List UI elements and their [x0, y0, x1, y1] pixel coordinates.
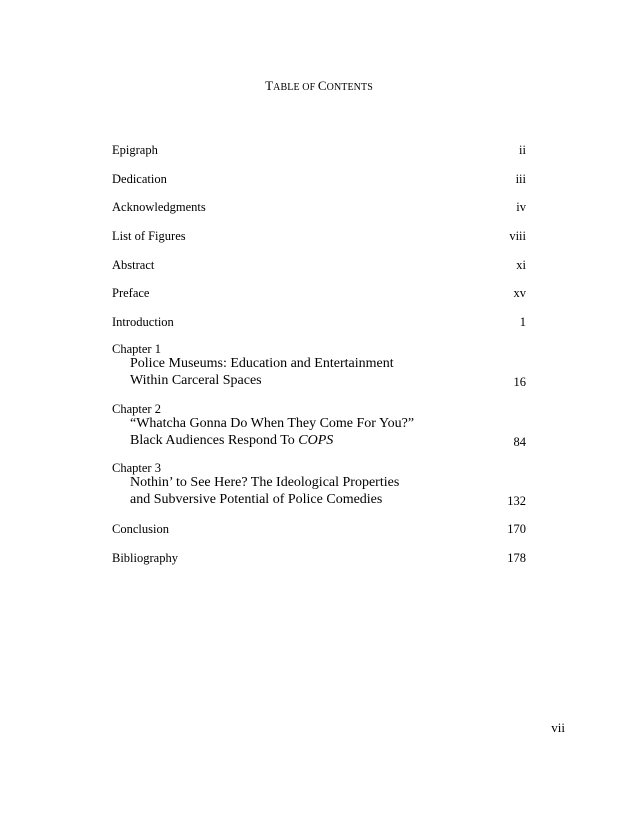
toc-entry-bibliography[interactable]: [112, 550, 526, 566]
toc-entry-conclusion[interactable]: [112, 521, 526, 537]
chapter-1-title-line-2[interactable]: Within Carceral Spaces: [130, 373, 262, 388]
chapter-3-title-line-2[interactable]: and Subversive Potential of Police Comedies: [130, 492, 383, 507]
toc-entry-label: Epigraph: [112, 143, 158, 157]
toc-entry-page: 170: [507, 522, 526, 536]
title-initial-t: T: [265, 78, 274, 93]
toc-entry-label: Introduction: [112, 315, 174, 329]
toc-entry-introduction[interactable]: [112, 314, 526, 330]
toc-entry-dedication[interactable]: [112, 171, 526, 187]
chapter-2-title-line-2[interactable]: [130, 432, 333, 450]
toc-entry-page: iii: [515, 172, 526, 186]
toc-entry-acknowledgments[interactable]: [112, 199, 526, 215]
toc-entry-epigraph[interactable]: [112, 142, 526, 158]
toc-entry-abstract[interactable]: [112, 257, 526, 273]
toc-entry-label: Acknowledgments: [112, 200, 206, 214]
toc-entry-label: List of Figures: [112, 229, 186, 243]
toc-entry-list-of-figures[interactable]: [112, 228, 526, 244]
chapter-2-title-text: Black Audiences Respond To: [130, 433, 299, 448]
chapter-1-page: 16: [513, 375, 526, 389]
toc-entry-page: xv: [513, 286, 526, 300]
chapter-2-title-line-1[interactable]: “Whatcha Gonna Do When They Come For You?”: [130, 416, 415, 431]
title-small-caps-1: ABLE OF: [273, 82, 318, 93]
toc-entry-preface[interactable]: [112, 285, 526, 301]
chapter-2-label: Chapter 2: [112, 402, 161, 416]
toc-entry-page: 1: [519, 315, 526, 329]
title-initial-c: C: [317, 78, 327, 93]
chapter-1-label: Chapter 1: [112, 342, 161, 356]
page-title: [0, 78, 638, 94]
chapter-3-label: Chapter 3: [112, 461, 161, 475]
toc-entry-page: 178: [507, 551, 526, 565]
chapter-1-title-line-1[interactable]: Police Museums: Education and Entertainment: [130, 356, 394, 371]
toc-entry-label: Abstract: [112, 258, 155, 272]
toc-entry-label: Preface: [112, 286, 150, 300]
title-small-caps-2: ONTENTS: [326, 82, 373, 93]
page-number: vii: [551, 720, 565, 735]
toc-entry-label: Conclusion: [112, 522, 169, 536]
chapter-2-page: 84: [513, 435, 526, 449]
chapter-3-title-line-1[interactable]: Nothin’ to See Here? The Ideological Properties: [130, 475, 400, 490]
toc-entry-page: ii: [519, 143, 526, 157]
toc-entry-label: Bibliography: [112, 551, 178, 565]
toc-entry-page: viii: [509, 229, 526, 243]
toc-entry-label: Dedication: [112, 172, 167, 186]
chapter-2-title-italic: COPS: [298, 433, 334, 448]
toc-entry-page: iv: [516, 200, 526, 214]
toc-entry-page: xi: [516, 258, 526, 272]
chapter-3-page: 132: [507, 494, 526, 508]
